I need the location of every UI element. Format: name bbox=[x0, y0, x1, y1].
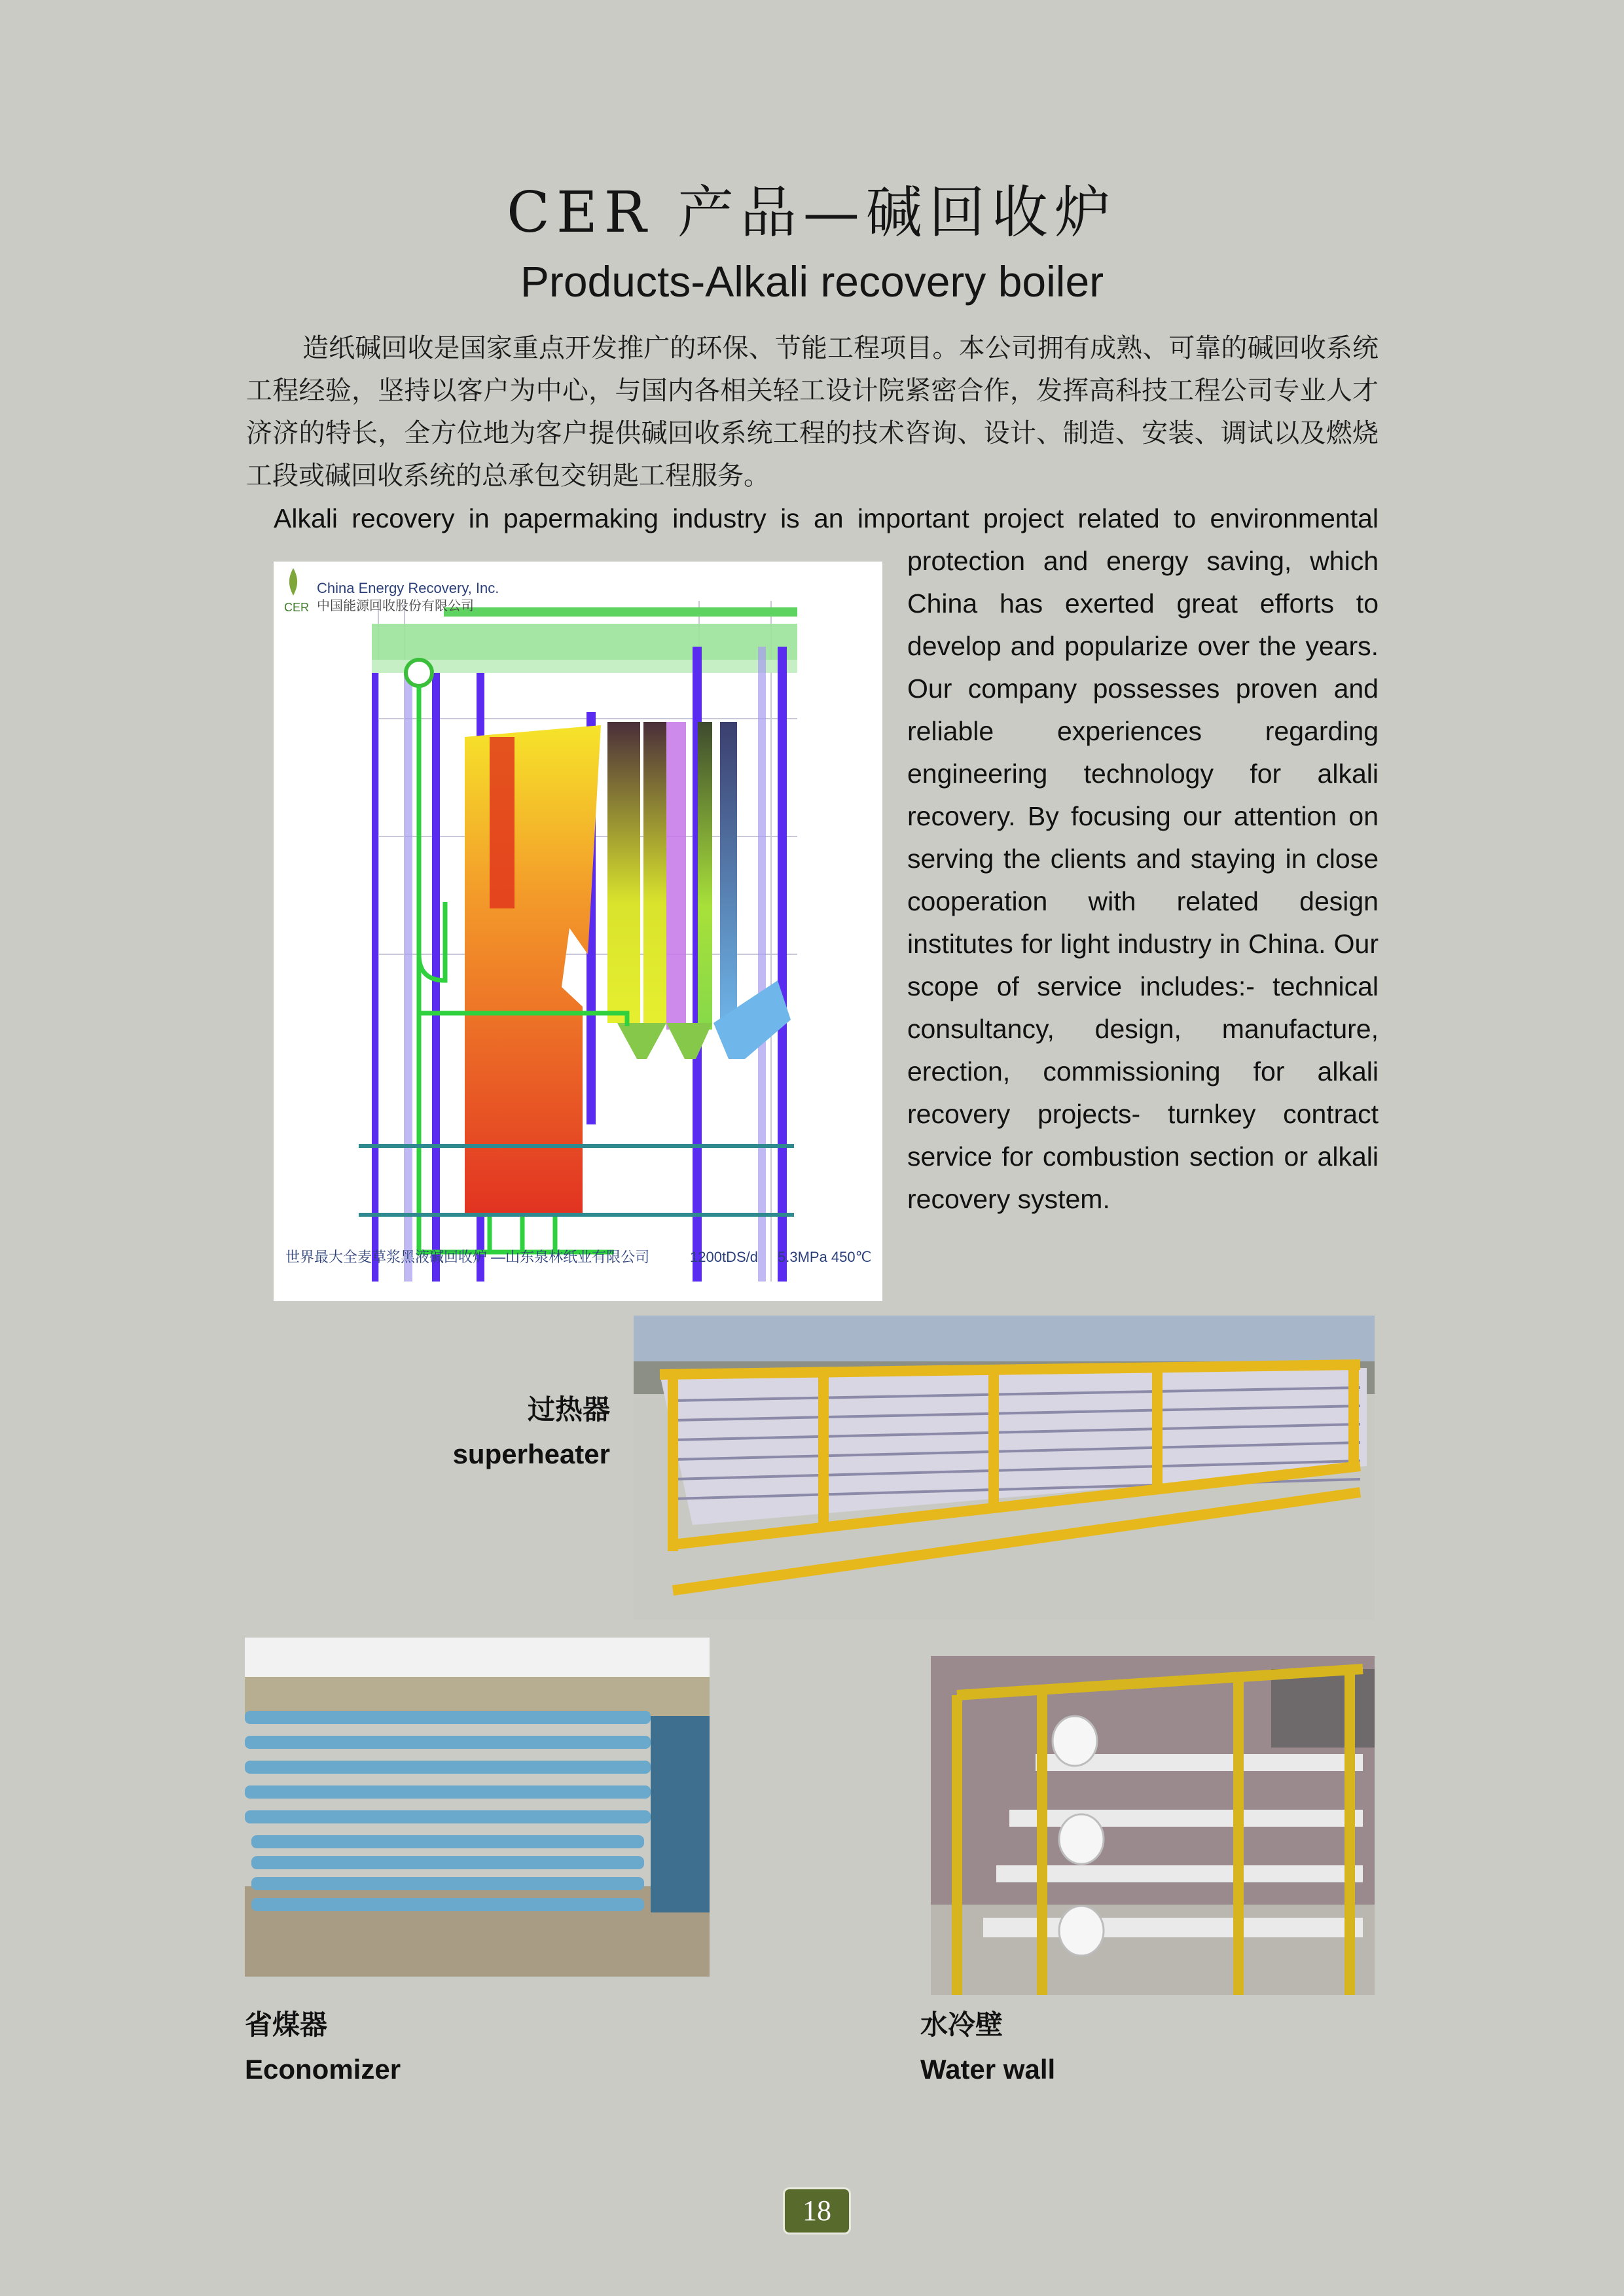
water-wall-caption bbox=[920, 2003, 1055, 2092]
page-title-zh: CER 产品—碱回收炉 bbox=[507, 180, 1117, 245]
intro-paragraph-en: protection and energy saving, which China has exerted great efforts to develop and popularize over the years. Our company possesses proven and reliable experiences regarding engineering technology for alkali recovery. By focusing our attention on serving the clients and staying in close cooperation with related design institutes for light industry in China. Our scope of service includes:- technical consultancy, design, manufacture, erection, commissioning for alkali recovery projects- turnkey contract service for combustion section or alkali recovery system. bbox=[907, 546, 1379, 1214]
boiler-diagram bbox=[274, 562, 882, 1301]
superheater-caption bbox=[367, 1388, 610, 1477]
water-wall-photo bbox=[931, 1656, 1375, 1995]
water-wall-label-zh: 水冷壁 bbox=[920, 2009, 1003, 2041]
diagram-pressure: 5.3MPa 450℃ bbox=[778, 1249, 872, 1265]
economizer-label-en: Economizer bbox=[245, 2054, 401, 2085]
diagram-capacity: 1200tDS/d bbox=[690, 1249, 758, 1265]
diagram-company-zh: 中国能源回收股份有限公司 bbox=[317, 599, 474, 613]
economizer-photo bbox=[245, 1638, 710, 1977]
economizer-caption bbox=[245, 2003, 401, 2092]
water-wall-label-en: Water wall bbox=[920, 2054, 1056, 2085]
superheater-label-en: superheater bbox=[452, 1439, 610, 1469]
intro-paragraph-zh: 造纸碱回收是国家重点开发推广的环保、节能工程项目。本公司拥有成熟、可靠的碱回收系统工程经验，坚持以客户为中心，与国内各相关轻工设计院紧密合作，发挥高科技工程公司专业人才济济的特长，全方位地为客户提供碱回收系统工程的技术咨询、设计、制造、安装、调试以及燃烧工段或碱回收系统的总承包交钥匙工程服务。 bbox=[246, 333, 1379, 491]
intro-paragraph-en-first-line: Alkali recovery in papermaking industry is an important project related to environmental bbox=[274, 503, 1379, 533]
page-number-badge: 18 bbox=[783, 2187, 851, 2234]
diagram-logo-text: CER bbox=[284, 601, 310, 614]
diagram-caption: 世界最大全麦草浆黑液碱回收炉 —山东泉林纸业有限公司 bbox=[285, 1249, 650, 1265]
diagram-company-en: China Energy Recovery, Inc. bbox=[317, 580, 499, 596]
superheater-photo bbox=[634, 1316, 1375, 1620]
page-title-en: Products-Alkali recovery boiler bbox=[520, 257, 1104, 306]
economizer-label-zh: 省煤器 bbox=[245, 2009, 328, 2041]
superheater-label-zh: 过热器 bbox=[527, 1393, 610, 1426]
